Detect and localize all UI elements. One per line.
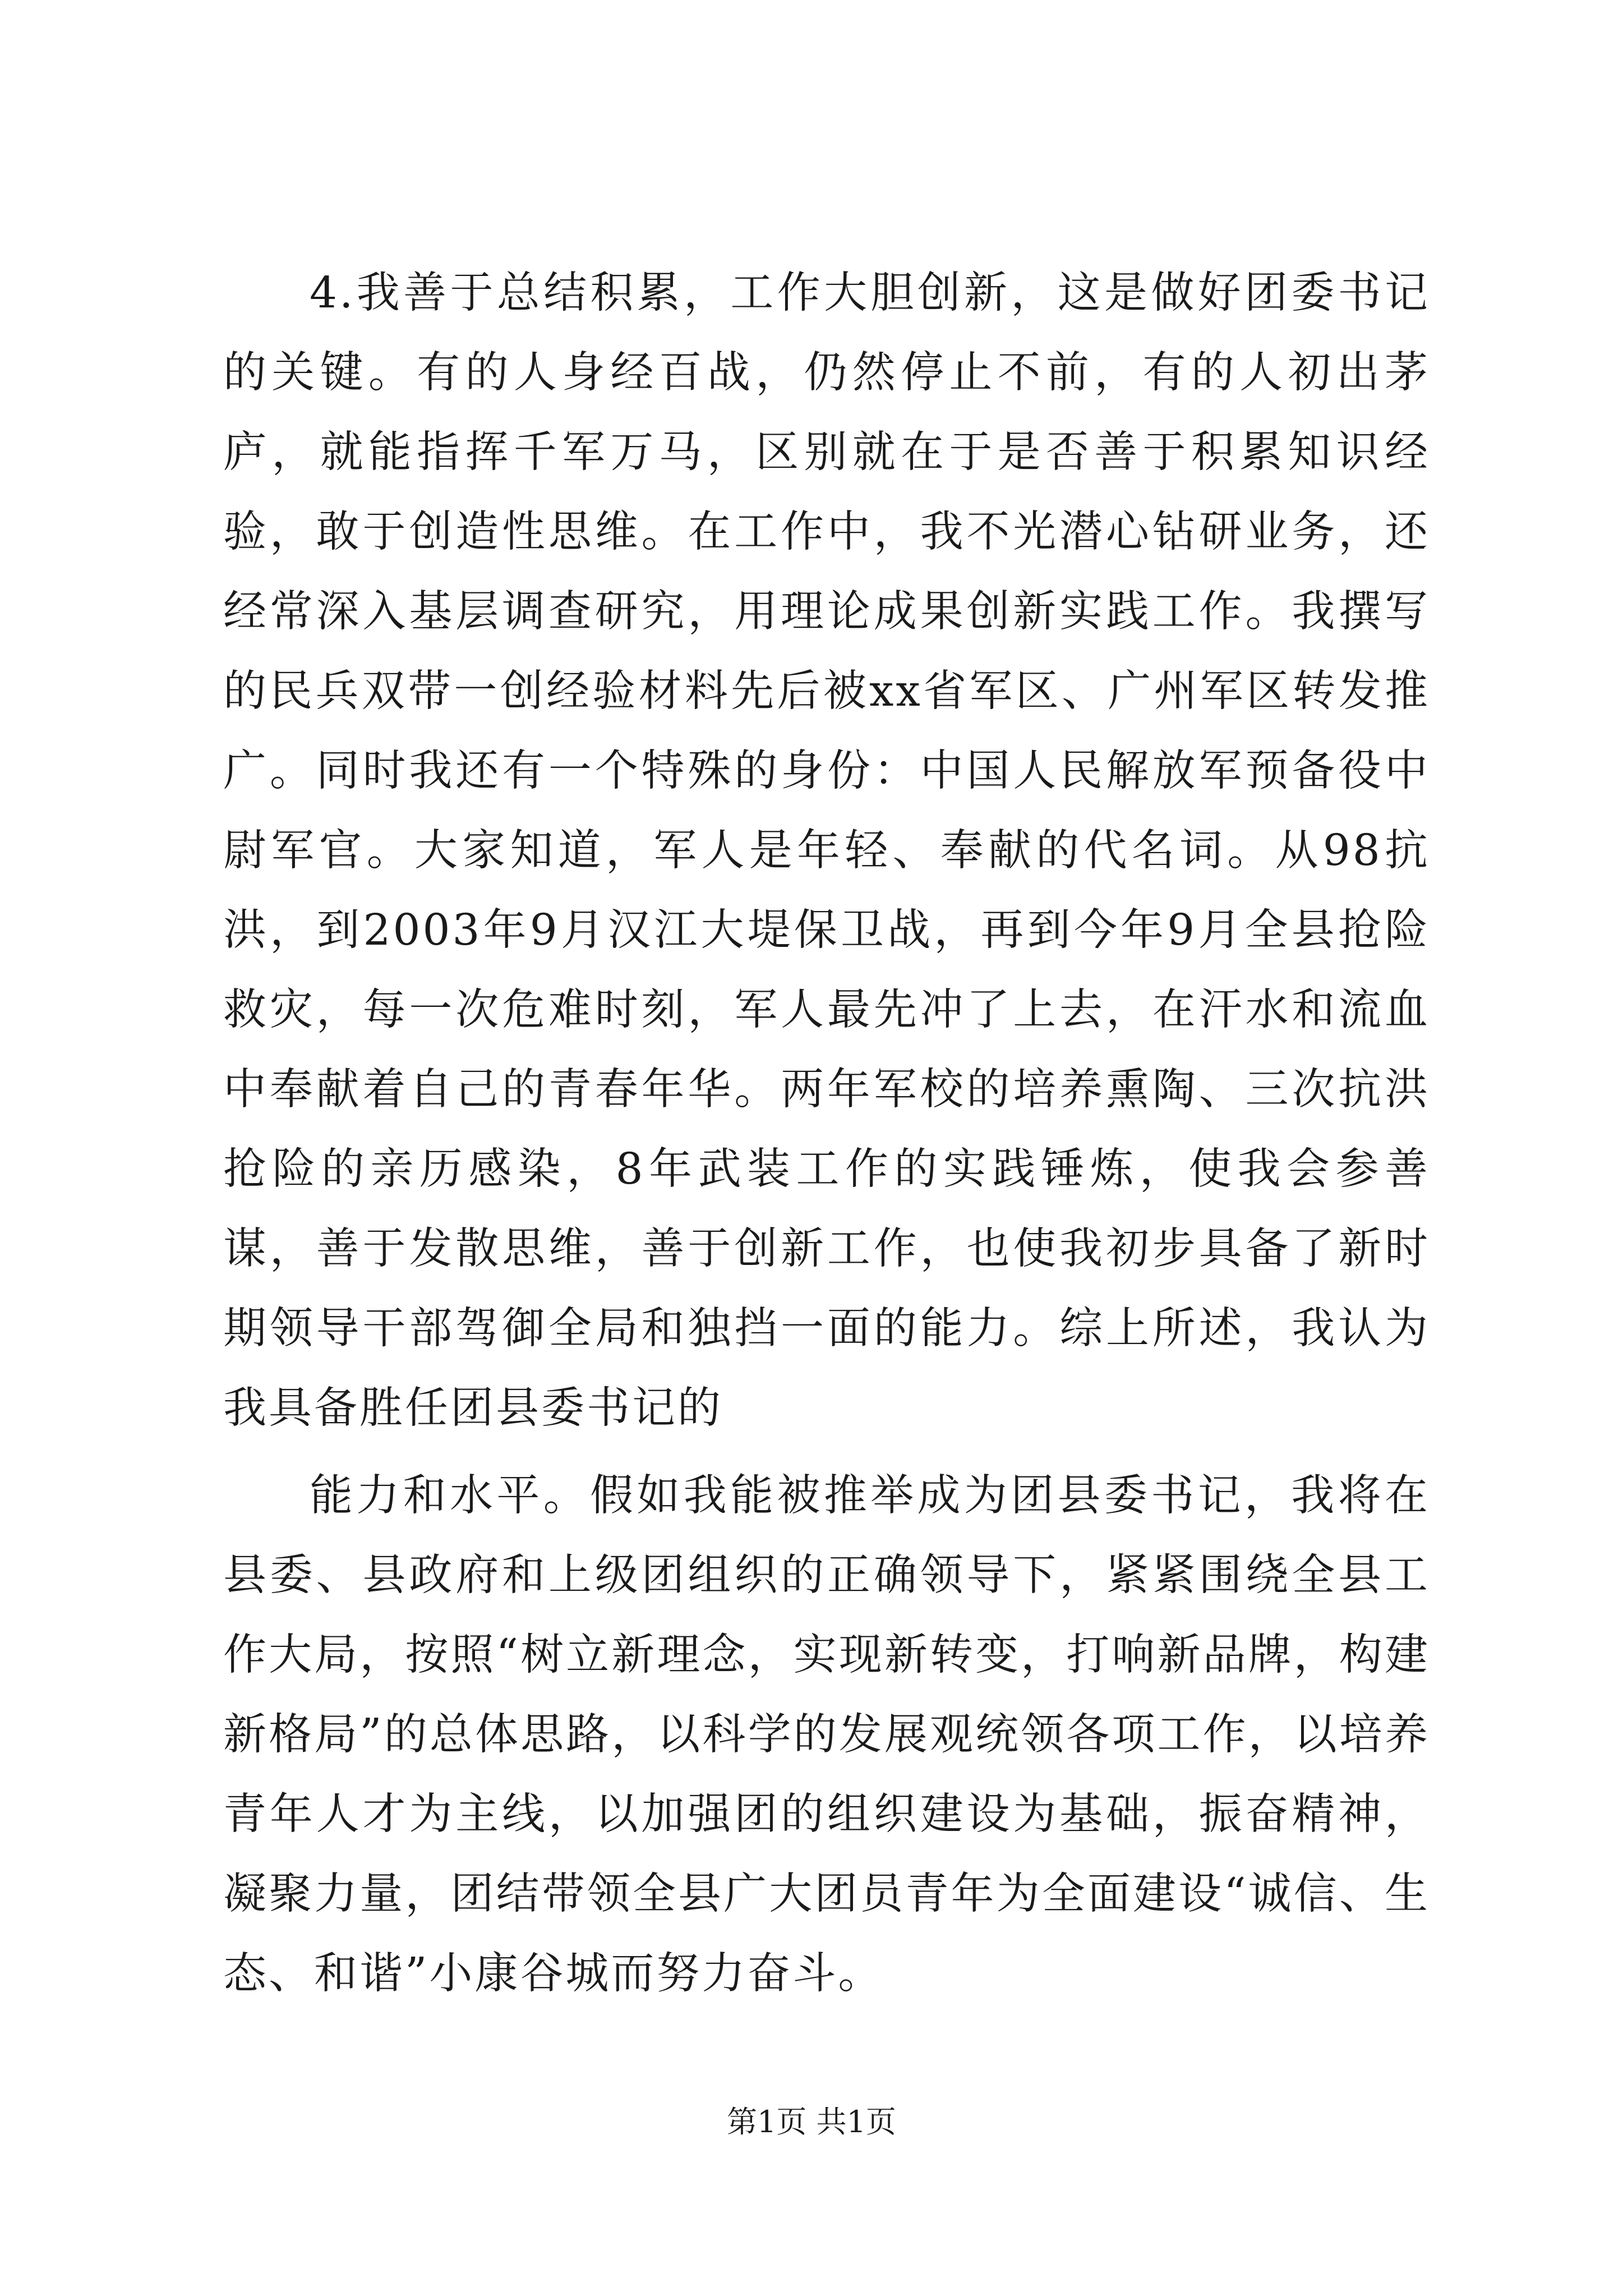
paragraph-2: 能力和水平。假如我能被推举成为团县委书记，我将在县委、县政府和上级团组织的正确领导下，紧紧围绕全县工作大局，按照“树立新理念，实现新转变，打响新品牌，构建新格局”的总体思路，以科学的发展观统领各项工作，以培养青年人才为主线，以加强团的组织建设为基础，振奋精神，凝聚力量，团结带领全县广大团员青年为全面建设“诚信、生态、和谐”小康谷城而努力奋斗。 xyxy=(223,1471,1430,1999)
paragraph-1: 4.我善于总结积累，工作大胆创新，这是做好团委书记的关键。有的人身经百战，仍然停止不前，有的人初出茅庐，就能指挥千军万马，区别就在于是否善于积累知识经验，敢于创造性思维。在工作中，我不光潜心钻研业务，还经常深入基层调查研究，用理论成果创新实践工作。我撰写的民兵双带一创经验材料先后被xx省军区、广州军区转发推广。同时我还有一个特殊的身份：中国人民解放军预备役中尉军官。大家知道，军人是年轻、奉献的代名词。从98抗洪，到2003年9月汉江大堤保卫战，再到今年9月全县抢险救灾，每一次危难时刻，军人最先冲了上去，在汗水和流血中奉献着自己的青春年华。两年军校的培养熏陶、三次抗洪抢险的亲历感染，8年武装工作的实践锤炼，使我会参善谋，善于发散思维，善于创新工作，也使我初步具备了新时期领导干部驾御全局和独挡一面的能力。综上所述，我认为我具备胜任团县委书记的 xyxy=(223,268,1430,1433)
document-body xyxy=(223,254,1430,2014)
page-footer: 第1页 共1页 xyxy=(727,2104,896,2139)
